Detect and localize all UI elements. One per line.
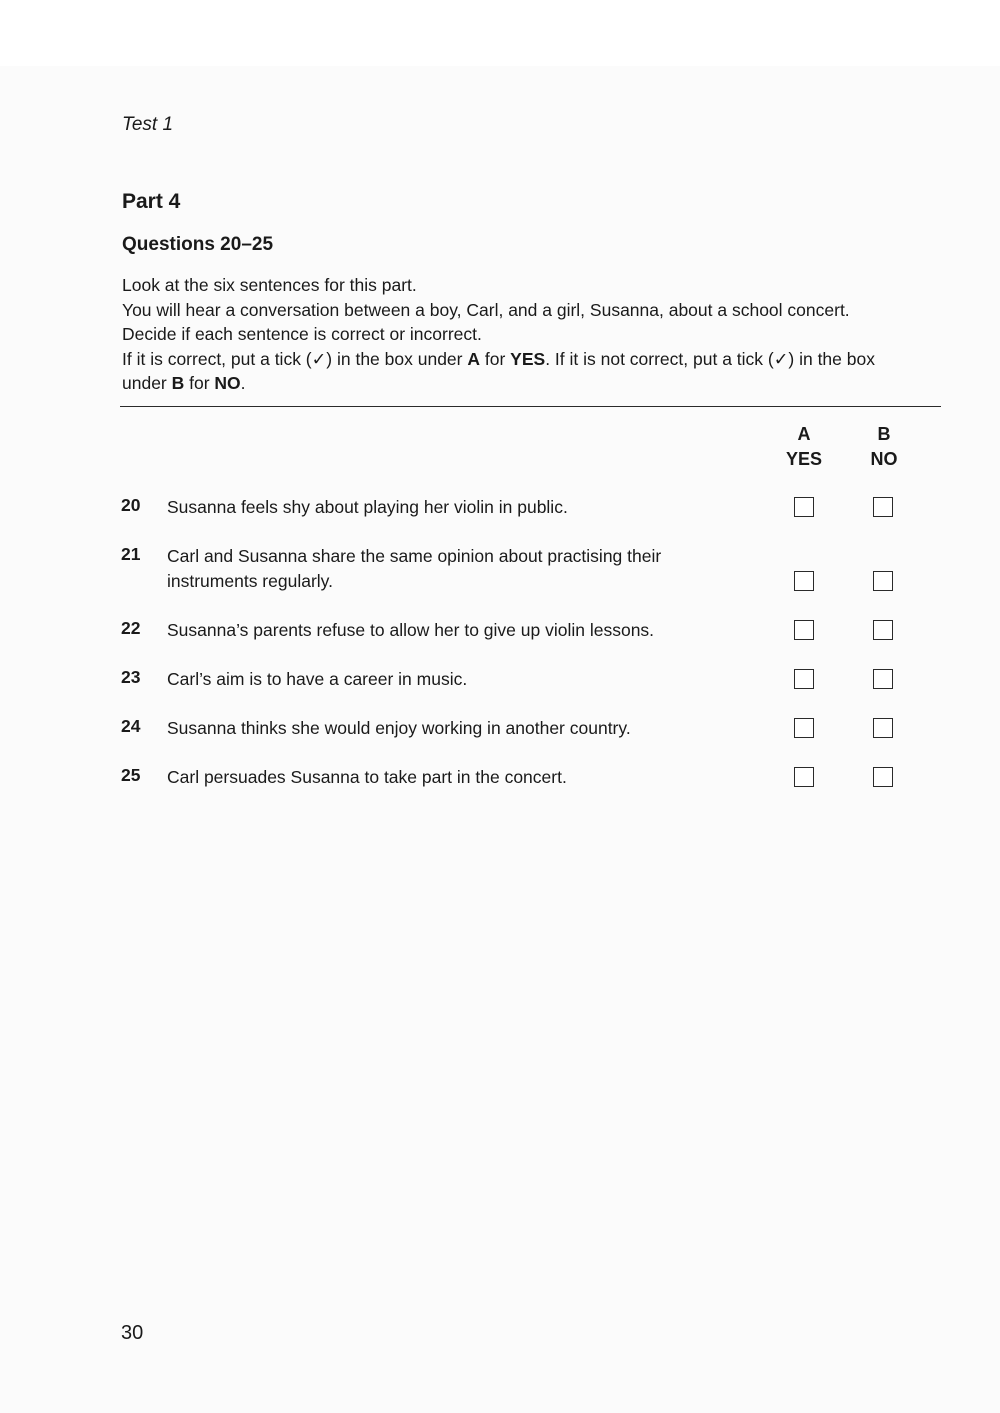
instruction-bold: A (467, 348, 480, 369)
instruction-line: You will hear a conversation between a boy, Carl, and a girl, Susanna, about a school concert. (122, 299, 850, 320)
question-text: Carl’s aim is to have a career in music. (167, 669, 468, 689)
answer-a-checkbox[interactable] (794, 718, 814, 738)
answer-a-checkbox[interactable] (794, 669, 814, 689)
answer-b-checkbox[interactable] (873, 669, 893, 689)
instructions (122, 273, 952, 396)
answer-b-checkbox[interactable] (873, 767, 893, 787)
instruction-bold: NO (214, 373, 241, 394)
column-a-label: YES (785, 449, 823, 469)
answer-a-checkbox[interactable] (794, 571, 814, 591)
question-text: Susanna’s parents refuse to allow her to give up violin lessons. (167, 620, 655, 640)
answer-b-checkbox[interactable] (873, 718, 893, 738)
question-text: Susanna thinks she would enjoy working in another country. (167, 718, 631, 738)
questions-title: Questions 20–25 (122, 234, 274, 255)
answer-b-checkbox[interactable] (873, 571, 893, 591)
answer-a-checkbox[interactable] (794, 497, 814, 517)
column-a-header (774, 422, 834, 472)
question-number: 23 (121, 667, 141, 687)
question-number: 20 (121, 495, 141, 515)
instruction-text: . If it is not correct, put a tick (✓) in the box (545, 348, 875, 369)
running-head: Test 1 (122, 114, 174, 135)
instruction-bold: B (171, 373, 185, 394)
instruction-line: Decide if each sentence is correct or incorrect. (122, 324, 482, 345)
question-number: 21 (121, 544, 141, 564)
question-number: 24 (121, 716, 141, 736)
column-a-letter: A (797, 424, 811, 444)
instruction-line (122, 347, 952, 372)
top-margin (0, 0, 1000, 66)
answer-a-checkbox[interactable] (794, 767, 814, 787)
answer-b-checkbox[interactable] (873, 620, 893, 640)
question-number: 25 (121, 765, 141, 785)
column-b-header (854, 422, 914, 472)
instruction-text: If it is correct, put a tick (✓) in the box under (122, 348, 468, 369)
question-text: Carl persuades Susanna to take part in the concert. (167, 767, 567, 787)
answer-b-checkbox[interactable] (873, 497, 893, 517)
divider-rule (120, 406, 941, 407)
answer-a-checkbox[interactable] (794, 620, 814, 640)
instruction-text: for (184, 373, 215, 394)
question-text: Susanna feels shy about playing her violin in public. (167, 497, 568, 517)
instruction-line (122, 371, 952, 396)
column-b-letter: B (877, 424, 891, 444)
instruction-text: . (240, 373, 246, 394)
instruction-bold: YES (510, 348, 546, 369)
question-text: Carl and Susanna share the same opinion about practising their instruments regularly. (167, 546, 662, 591)
instruction-line: Look at the six sentences for this part. (122, 275, 417, 295)
instruction-text: for (480, 348, 511, 369)
part-title: Part 4 (122, 190, 181, 213)
page-number: 30 (121, 1322, 144, 1344)
column-b-label: NO (870, 449, 898, 469)
instruction-text: under (122, 373, 172, 394)
question-number: 22 (121, 618, 141, 638)
